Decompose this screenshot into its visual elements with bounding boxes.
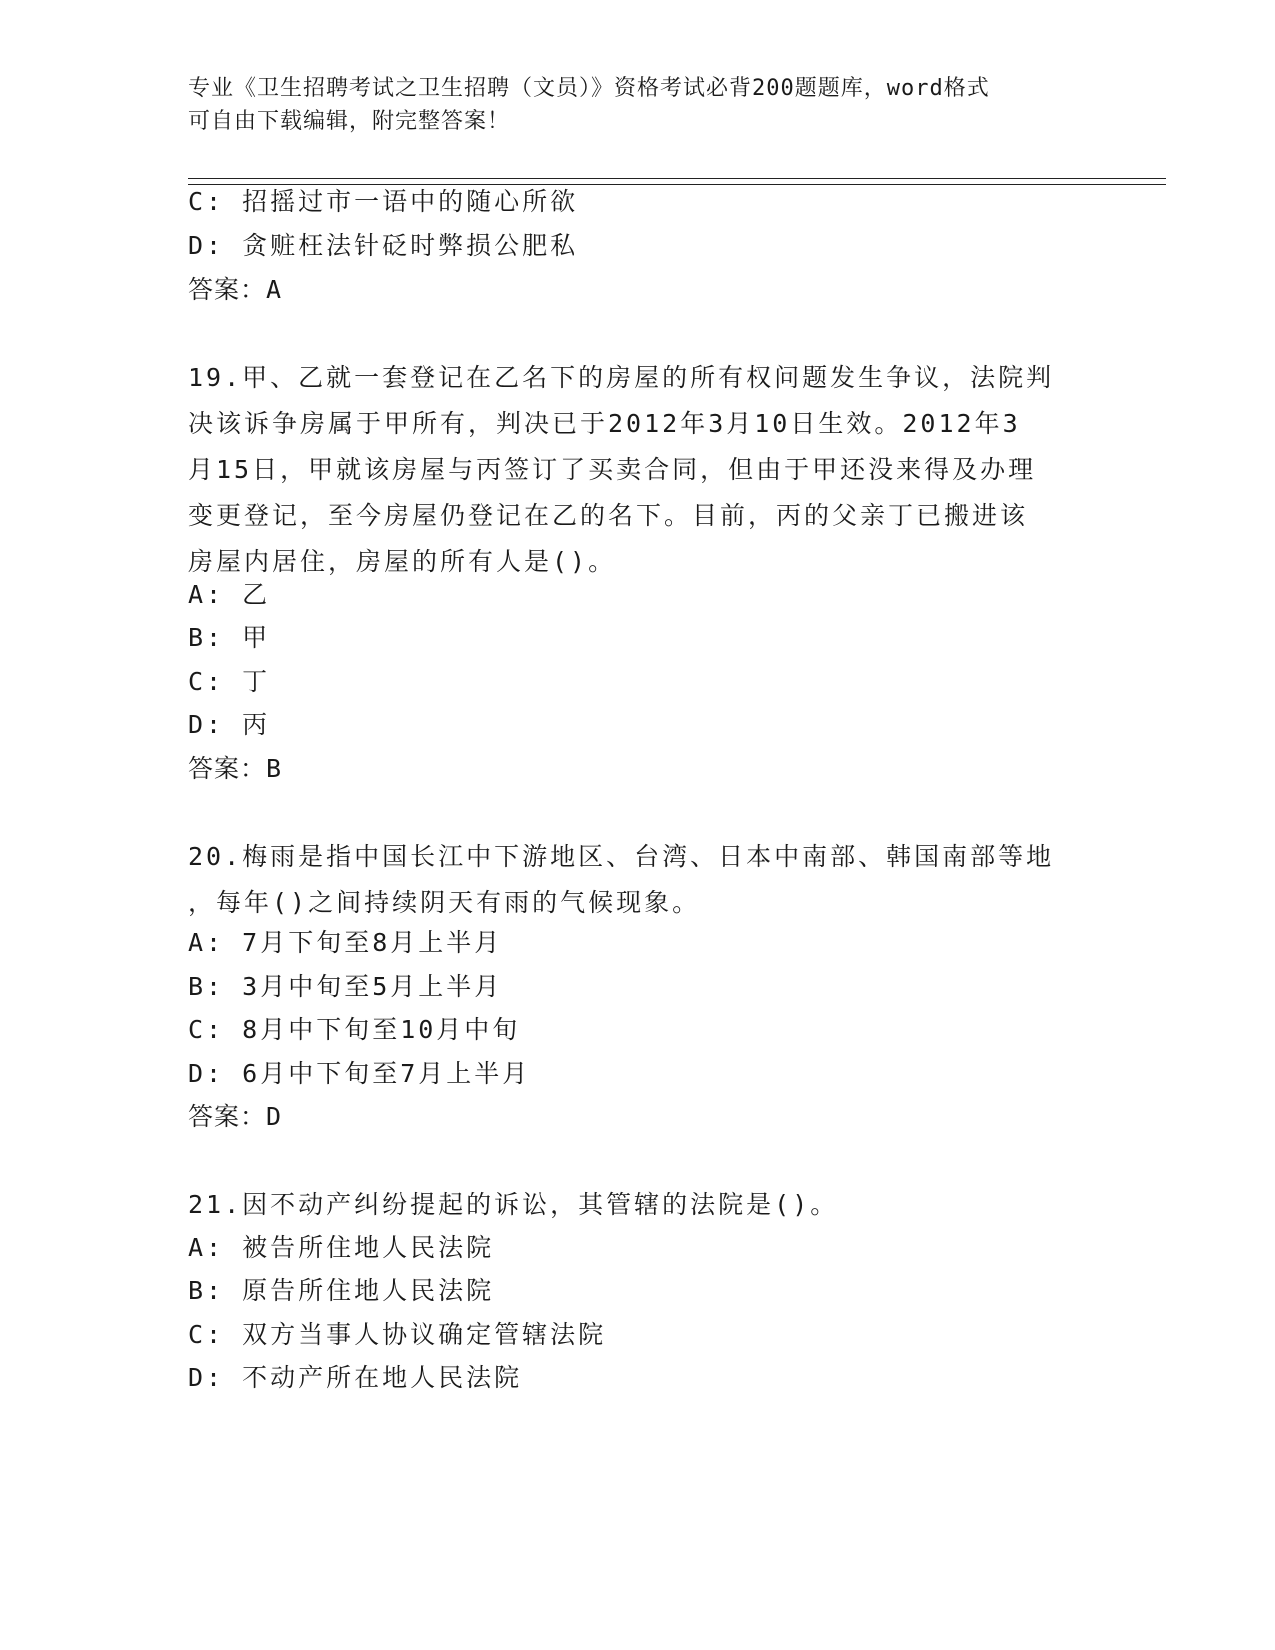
q19-answer-label: 答案： [188,754,267,783]
q19-line-3: 月15日，甲就该房屋与丙签订了买卖合同，但由于甲还没来得及办理 [188,455,1037,484]
q21-option-d: D: 不动产所在地人民法院 [188,1363,523,1392]
q18-answer-value: A [266,275,283,304]
header-line-1: 专业《卫生招聘考试之卫生招聘（文员）》资格考试必背200题题库，word格式 [188,76,990,101]
q21-option-c: C: 双方当事人协议确定管辖法院 [188,1320,607,1349]
q19-line-4: 变更登记，至今房屋仍登记在乙的名下。目前，丙的父亲丁已搬进该 [188,501,1029,530]
q20-option-a: A: 7月下旬至8月上半月 [188,928,503,957]
q20-option-d: D: 6月中下旬至7月上半月 [188,1059,531,1088]
q19-option-d: D: 丙 [188,710,271,739]
q18-option-c: C: 招摇过市一语中的随心所欲 [188,187,579,216]
q19-option-c: C: 丁 [188,667,271,696]
q20-line-2: ，每年()之间持续阴天有雨的气候现象。 [188,888,701,917]
q19-line-1: 19.甲、乙就一套登记在乙名下的房屋的所有权问题发生争议，法院判 [188,363,1055,392]
q20-answer-label: 答案： [188,1102,267,1131]
q20-line-1: 20.梅雨是指中国长江中下游地区、台湾、日本中南部、韩国南部等地 [188,842,1055,871]
q18-answer [188,275,282,305]
q20-option-b: B: 3月中旬至5月上半月 [188,972,503,1001]
q21-option-b: B: 原告所住地人民法院 [188,1276,495,1305]
header-line-2: 可自由下载编辑，附完整答案！ [188,109,511,134]
q19-option-b: B: 甲 [188,623,271,652]
q20-answer-value: D [266,1102,283,1131]
q18-option-d: D: 贪赃枉法针砭时弊损公肥私 [188,231,579,260]
header-rule-bottom [188,184,1166,185]
q20-question-text [188,834,1088,926]
q19-line-5: 房屋内居住，房屋的所有人是()。 [188,547,617,576]
q21-option-a: A: 被告所住地人民法院 [188,1233,495,1262]
q20-answer [188,1102,282,1132]
q20-option-c: C: 8月中下旬至10月中旬 [188,1015,521,1044]
q21-question-text [188,1182,1088,1228]
q18-answer-label: 答案： [188,275,267,304]
q19-answer [188,754,282,784]
q21-line-1: 21.因不动产纠纷提起的诉讼，其管辖的法院是()。 [188,1190,839,1219]
q19-answer-value: B [266,754,283,783]
q19-question-text [188,355,1088,585]
q19-option-a: A: 乙 [188,580,271,609]
document-header [188,72,1088,138]
q19-line-2: 决该诉争房属于甲所有，判决已于2012年3月10日生效。2012年3 [188,409,1021,438]
header-rule-top [188,178,1166,179]
